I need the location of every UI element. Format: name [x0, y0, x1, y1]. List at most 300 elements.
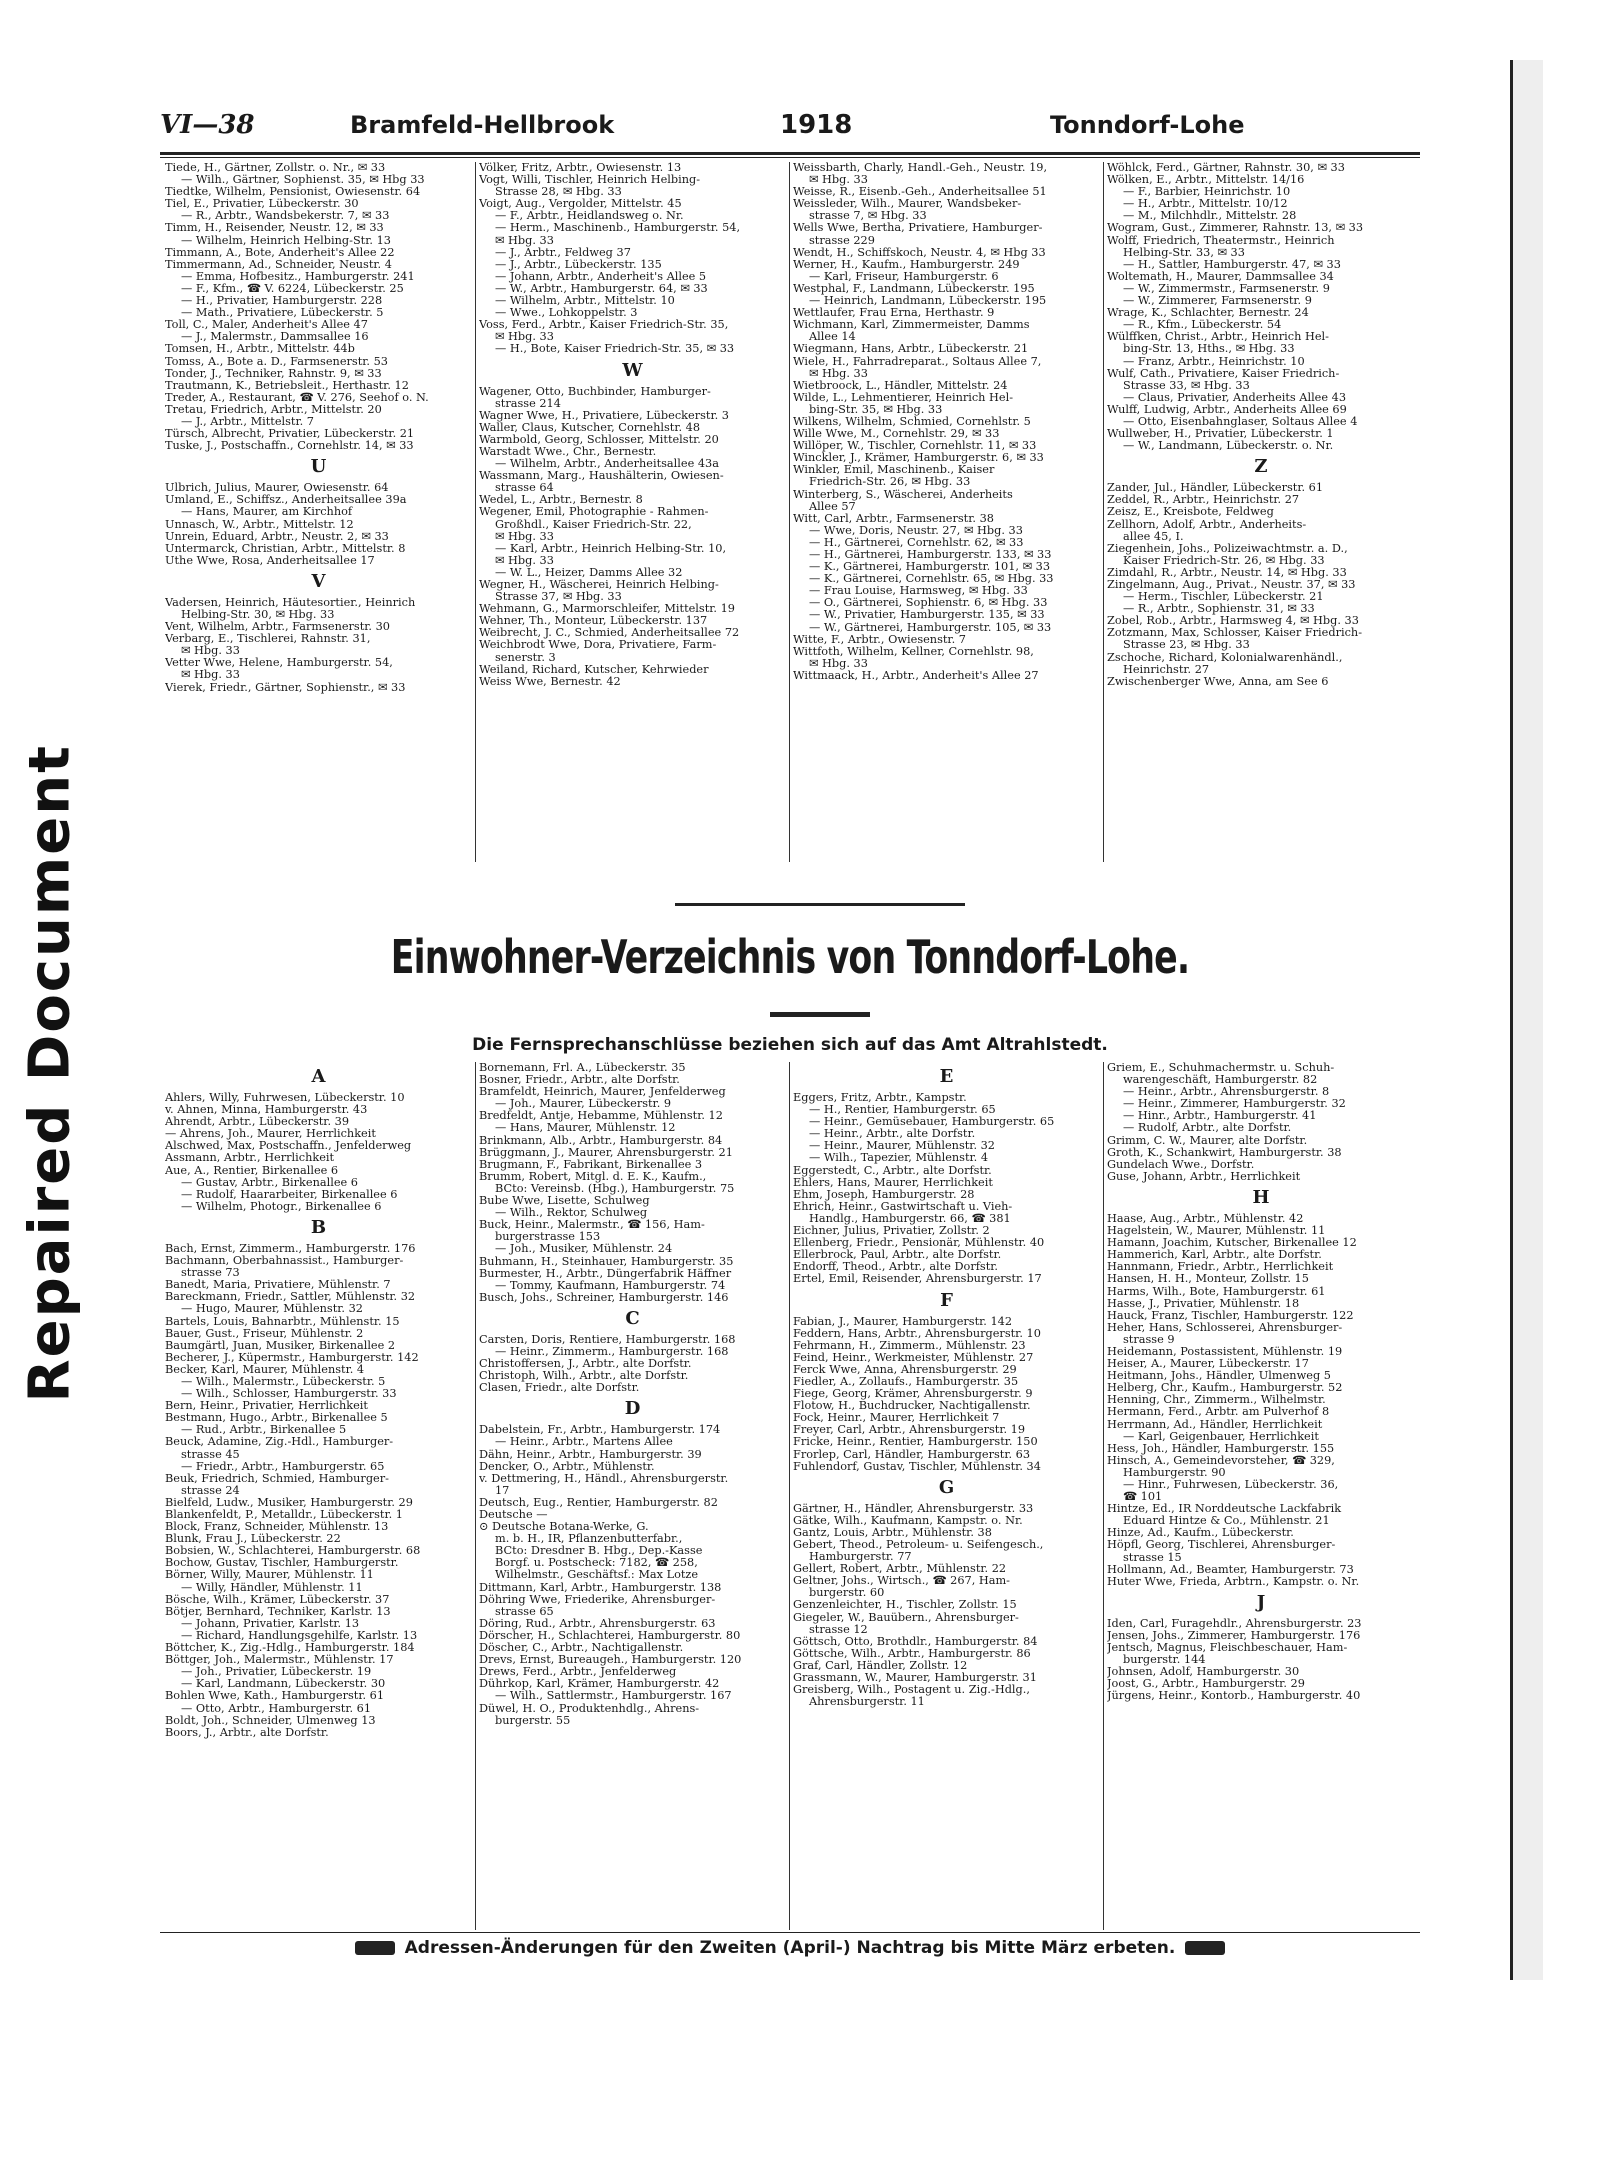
- directory-entry: — Hans, Maurer, Mühlenstr. 12: [495, 1122, 676, 1135]
- letter-heading: E: [939, 1066, 954, 1087]
- directory-entry: warengeschäft, Hamburgerstr. 82: [1123, 1074, 1318, 1087]
- subtitle: Die Fernsprechanschlüsse beziehen sich auf das Amt Altrahlstedt.: [472, 1035, 1108, 1055]
- directory-entry: Becker, Karl, Maurer, Mühlenstr. 4: [165, 1363, 365, 1376]
- directory-entry: — Wilhelm, Arbtr., Mittelstr. 10: [495, 295, 675, 308]
- directory-entry: Trautmann, K., Betriebsleit., Herthastr. 12: [165, 379, 409, 392]
- header-rule: [160, 152, 1420, 155]
- directory-entry: — Otto, Eisenbahnglaser, Soltaus Allee 4: [1123, 415, 1358, 428]
- directory-entry: Großhdl., Kaiser Friedrich-Str. 22,: [495, 518, 692, 531]
- directory-entry: Blankenfeldt, P., Metalldr., Lübeckerstr. 1: [165, 1509, 403, 1521]
- directory-entry: — F., Kfm., ☎ V. 6224, Lübeckerstr. 25: [181, 282, 404, 295]
- directory-entry: — Math., Privatiere, Lübeckerstr. 5: [181, 307, 384, 320]
- directory-entry: Hammerich, Karl, Arbtr., alte Dorfstr.: [1107, 1249, 1322, 1262]
- directory-entry: — Ahrens, Joh., Maurer, Herrlichkeit: [165, 1128, 376, 1141]
- directory-column: [476, 1062, 790, 1930]
- directory-entry: Hamburgerstr. 90: [1123, 1466, 1226, 1479]
- directory-entry: ☎ 101: [1123, 1491, 1163, 1504]
- directory-entry: Iden, Carl, Furagehdlr., Ahrensburgerstr. 23: [1107, 1617, 1362, 1630]
- directory-entry: Heidemann, Postassistent, Mühlenstr. 19: [1107, 1345, 1343, 1358]
- directory-entry: — Joh., Privatier, Lübeckerstr. 19: [181, 1666, 372, 1679]
- directory-entry: Freyer, Carl, Arbtr., Ahrensburgerstr. 19: [793, 1424, 1026, 1437]
- directory-entry: — R., Arbtr., Sophienstr. 31, ✉ 33: [1123, 603, 1315, 616]
- directory-entry: — H., Arbtr., Mittelstr. 10/12: [1123, 198, 1288, 211]
- directory-entry: Christoffersen, J., Arbtr., alte Dorfstr.: [479, 1358, 692, 1371]
- directory-entry: Fricke, Heinr., Rentier, Hamburgerstr. 150: [793, 1436, 1038, 1449]
- directory-entry: 17: [495, 1484, 510, 1497]
- pointing-hand-icon: [355, 1941, 395, 1955]
- directory-entry: Fabian, J., Maurer, Hamburgerstr. 142: [793, 1315, 1013, 1328]
- directory-entry: BCto: Dresdner B. Hbg., Dep.-Kasse: [495, 1545, 703, 1558]
- header-right-title: Tonndorf-Lohe: [1050, 111, 1245, 139]
- directory-entry: Tomss, A., Bote a. D., Farmsenerstr. 53: [165, 355, 388, 368]
- directory-entry: Gätke, Wilh., Kaufmann, Kampstr. o. Nr.: [793, 1514, 1023, 1527]
- directory-column: [476, 162, 790, 862]
- directory-entry: — Johann, Arbtr., Anderheit's Allee 5: [495, 270, 707, 283]
- directory-entry: — R., Kfm., Lübeckerstr. 54: [1123, 319, 1282, 332]
- pointing-hand-icon: [1185, 1941, 1225, 1955]
- directory-entry: Winkler, Emil, Maschinenb., Kaiser: [793, 464, 995, 477]
- directory-entry: — W., Landmann, Lübeckerstr. o. Nr.: [1123, 440, 1334, 453]
- directory-entry: Unnasch, W., Arbtr., Mittelstr. 12: [165, 518, 354, 531]
- directory-entry: Deutsch, Eug., Rentier, Hamburgerstr. 82: [479, 1496, 718, 1509]
- directory-entry: Hasse, J., Privatier, Mühlenstr. 18: [1107, 1297, 1300, 1310]
- directory-entry: Böttcher, K., Zig.-Hdlg., Hamburgerstr. 184: [165, 1642, 415, 1655]
- directory-entry: Heitmann, Johs., Händler, Ulmenweg 5: [1107, 1370, 1331, 1383]
- directory-entry: — M., Milchhdlr., Mittelstr. 28: [1123, 210, 1297, 223]
- directory-entry: Witt, Carl, Arbtr., Farmsenerstr. 38: [793, 512, 994, 525]
- directory-entry: Wulff, Ludwig, Arbtr., Anderheits Allee 69: [1107, 403, 1347, 416]
- directory-entry: Endorff, Theod., Arbtr., alte Dorfstr.: [793, 1261, 999, 1274]
- directory-entry: allee 45, I.: [1123, 530, 1184, 543]
- directory-entry: BCto: Vereinsb. (Hbg.), Hamburgerstr. 75: [495, 1182, 735, 1195]
- directory-entry: Gebert, Theod., Petroleum- u. Seifengesch.,: [793, 1539, 1044, 1551]
- directory-entry: strasse 73: [181, 1267, 240, 1280]
- directory-entry: Türsch, Albrecht, Privatier, Lübeckerstr. 21: [165, 428, 415, 441]
- directory-entry: Genzenleichter, H., Tischler, Zollstr. 15: [793, 1599, 1017, 1612]
- directory-entry: Weichbrodt Wwe, Dora, Privatiere, Farm-: [479, 639, 717, 652]
- directory-entry: Weisse, R., Eisenb.-Geh., Anderheitsallee 51: [793, 186, 1047, 199]
- directory-entry: Wagner Wwe, H., Privatiere, Lübeckerstr. 3: [479, 409, 729, 422]
- directory-entry: Flotow, H., Buchdrucker, Nachtigallenstr.: [793, 1400, 1031, 1413]
- header-year: 1918: [780, 110, 853, 140]
- directory-entry: — Heinr., Zimmerer, Hamburgerstr. 32: [1123, 1098, 1346, 1111]
- directory-entry: Bredfeldt, Antje, Hebamme, Mühlenstr. 12: [479, 1110, 723, 1123]
- directory-entry: Strasse 23, ✉ Hbg. 33: [1123, 639, 1250, 652]
- directory-entry: strasse 7, ✉ Hbg. 33: [809, 210, 927, 223]
- directory-entry: Herrmann, Ad., Händler, Herrlichkeit: [1107, 1418, 1323, 1431]
- directory-entry: — Karl, Geigenbauer, Herrlichkeit: [1123, 1430, 1319, 1443]
- directory-entry: Helbing-Str. 33, ✉ 33: [1123, 246, 1245, 259]
- directory-entry: Buck, Heinr., Malermstr., ☎ 156, Ham-: [479, 1219, 705, 1232]
- directory-entry: Strasse 37, ✉ Hbg. 33: [495, 591, 622, 604]
- directory-entry: Griem, E., Schuhmachermstr. u. Schuh-: [1107, 1062, 1335, 1074]
- directory-entry: Ulbrich, Julius, Maurer, Owiesenstr. 64: [165, 482, 389, 495]
- directory-entry: — H., Bote, Kaiser Friedrich-Str. 35, ✉ 33: [495, 343, 735, 356]
- directory-entry: Huter Wwe, Frieda, Arbtrn., Kampstr. o. Nr.: [1107, 1575, 1360, 1588]
- directory-entry: Untermarck, Christian, Arbtr., Mittelstr. 8: [165, 542, 406, 555]
- directory-entry: strasse 229: [809, 234, 875, 247]
- directory-entry: — Herm., Maschinenb., Hamburgerstr. 54,: [495, 222, 741, 235]
- directory-entry: Timmann, A., Bote, Anderheit's Allee 22: [165, 246, 395, 259]
- directory-entry: Wassmann, Marg., Haushälterin, Owiesen-: [479, 470, 724, 483]
- directory-entry: — Otto, Arbtr., Hamburgerstr. 61: [181, 1702, 372, 1715]
- directory-entry: strasse 12: [809, 1623, 868, 1636]
- directory-entry: — Hugo, Maurer, Mühlenstr. 32: [181, 1303, 363, 1316]
- directory-entry: m. b. H., IR, Pflanzenbutterfabr.,: [495, 1533, 683, 1546]
- directory-entry: Wietbroock, L., Händler, Mittelstr. 24: [793, 379, 1008, 392]
- directory-entry: strasse 9: [1123, 1333, 1175, 1346]
- directory-entry: Vadersen, Heinrich, Häutesortier., Heinrich: [165, 596, 416, 609]
- directory-entry: Beuck, Adamine, Zig.-Hdl., Hamburger-: [165, 1436, 394, 1449]
- directory-entry: Wolff, Friedrich, Theatermstr., Heinrich: [1107, 234, 1335, 247]
- directory-entry: strasse 64: [495, 482, 554, 495]
- directory-entry: Drevs, Ernst, Bureaugeh., Hamburgerstr. 120: [479, 1654, 742, 1667]
- directory-entry: Hamburgerstr. 77: [809, 1551, 912, 1564]
- directory-entry: Feind, Heinr., Werkmeister, Mühlenstr. 27: [793, 1351, 1034, 1364]
- directory-entry: Hollmann, Ad., Beamter, Hamburgerstr. 73: [1107, 1563, 1354, 1576]
- directory-entry: Grimm, C. W., Maurer, alte Dorfstr.: [1107, 1134, 1308, 1147]
- directory-entry: Eduard Hintze & Co., Mühlenstr. 21: [1123, 1515, 1330, 1528]
- directory-entry: Zingelmann, Aug., Privat., Neustr. 37, ✉ 33: [1107, 579, 1356, 591]
- directory-entry: Brüggmann, J., Maurer, Ahrensburgerstr. 21: [479, 1146, 733, 1159]
- footer-text: Adressen-Änderungen für den Zweiten (April-) Nachtrag bis Mitte März erbeten.: [404, 1938, 1176, 1958]
- directory-entry: — Wilh., Malermstr., Lübeckerstr. 5: [181, 1375, 386, 1388]
- footer-rule: [160, 1932, 1420, 1933]
- directory-entry: — Hans, Maurer, am Kirchhof: [181, 506, 353, 519]
- letter-heading: G: [938, 1476, 955, 1498]
- directory-entry: Zobel, Rob., Arbtr., Harmsweg 4, ✉ Hbg. 33: [1107, 615, 1359, 628]
- directory-entry: Zeddel, R., Arbtr., Heinrichstr. 27: [1107, 494, 1300, 507]
- directory-entry: Wöhlck, Ferd., Gärtner, Rahnstr. 30, ✉ 33: [1107, 162, 1345, 174]
- directory-entry: Blunk, Frau J., Lübeckerstr. 22: [165, 1533, 341, 1546]
- directory-entry: — Willy, Händler, Mühlenstr. 11: [181, 1581, 363, 1594]
- section-divider: [675, 903, 965, 906]
- directory-entry: Dittmann, Karl, Arbtr., Hamburgerstr. 138: [479, 1581, 722, 1594]
- side-label: Repaired Document: [17, 744, 83, 1403]
- directory-entry: — Wilh., Sattlermstr., Hamburgerstr. 167: [495, 1690, 732, 1703]
- directory-entry: Tuske, J., Postschaffn., Cornehlstr. 14, ✉ 33: [165, 440, 414, 453]
- directory-entry: Ziegenhein, Johs., Polizeiwachtmstr. a. D.,: [1107, 542, 1348, 555]
- scan-border: [1510, 60, 1543, 1980]
- directory-entry: — Heinr., Arbtr., Martens Allee: [495, 1436, 673, 1449]
- directory-entry: Helbing-Str. 30, ✉ Hbg. 33: [181, 609, 335, 621]
- directory-entry: Strasse 33, ✉ Hbg. 33: [1123, 379, 1250, 392]
- directory-entry: Joost, G., Arbtr., Hamburgerstr. 29: [1107, 1678, 1305, 1691]
- directory-entry: — Emma, Hofbesitz., Hamburgerstr. 241: [181, 270, 415, 283]
- letter-heading: F: [940, 1289, 953, 1311]
- letter-heading: D: [624, 1398, 641, 1420]
- directory-entry: Geltner, Johs., Wirtsch., ☎ 267, Ham-: [793, 1575, 1011, 1588]
- directory-entry: Göttsch, Otto, Brothdlr., Hamburgerstr. 84: [793, 1635, 1038, 1648]
- directory-entry: ✉ Hbg. 33: [495, 331, 554, 344]
- directory-entry: Clasen, Friedr., alte Dorfstr.: [479, 1382, 640, 1395]
- directory-entry: Tiedtke, Wilhelm, Pensionist, Owiesenstr. 64: [165, 186, 421, 199]
- directory-entry: — W., Arbtr., Hamburgerstr. 64, ✉ 33: [495, 282, 708, 295]
- directory-entry: Döhring Wwe, Friederike, Ahrensburger-: [479, 1593, 716, 1606]
- directory-entry: — Karl, Arbtr., Heinrich Helbing-Str. 10,: [495, 542, 727, 555]
- directory-entry: — H., Gärtnerei, Cornehlstr. 62, ✉ 33: [809, 536, 1024, 549]
- directory-entry: Bielfeld, Ludw., Musiker, Hamburgerstr. 29: [165, 1496, 413, 1509]
- directory-entry: Hintze, Ed., IR Norddeutsche Lackfabrik: [1107, 1503, 1342, 1516]
- directory-entry: Ahrensburgerstr. 11: [809, 1696, 925, 1709]
- directory-entry: — K., Gärtnerei, Hamburgerstr. 101, ✉ 33: [809, 561, 1051, 574]
- directory-entry: strasse 45: [181, 1448, 240, 1461]
- directory-entry: — Gustav, Arbtr., Birkenallee 6: [181, 1176, 358, 1189]
- directory-entry: Warmbold, Georg, Schlosser, Mittelstr. 20: [479, 433, 719, 446]
- directory-entry: — Heinr., Arbtr., Ahrensburgerstr. 8: [1123, 1086, 1330, 1099]
- letter-heading: V: [311, 570, 326, 592]
- directory-entry: Wilde, L., Lehmentierer, Heinrich Hel-: [793, 391, 1014, 404]
- directory-entry: Eggers, Fritz, Arbtr., Kampstr.: [793, 1092, 967, 1104]
- letter-heading: B: [310, 1216, 327, 1238]
- directory-entry: Wulf, Cath., Privatiere, Kaiser Friedrich-: [1107, 367, 1340, 380]
- directory-entry: — Joh., Musiker, Mühlenstr. 24: [495, 1243, 673, 1256]
- directory-entry: Wogram, Gust., Zimmerer, Rahnstr. 13, ✉ 33: [1107, 222, 1364, 235]
- directory-entry: ✉ Hbg. 33: [809, 367, 868, 380]
- directory-entry: Witte, F., Arbtr., Owiesenstr. 7: [793, 633, 966, 646]
- directory-entry: — W., Zimmerer, Farmsenerstr. 9: [1123, 295, 1312, 308]
- directory-entry: Assmann, Arbtr., Herrlichkeit: [165, 1152, 335, 1165]
- directory-entry: Gundelach Wwe., Dorfstr.: [1107, 1158, 1255, 1171]
- directory-entry: Bern, Heinr., Privatier, Herrlichkeit: [165, 1400, 368, 1413]
- directory-entry: — Joh., Maurer, Lübeckerstr. 9: [495, 1098, 672, 1111]
- directory-entry: Bochow, Gustav, Tischler, Hamburgerstr.: [165, 1557, 399, 1570]
- directory-entry: strasse 15: [1123, 1551, 1182, 1564]
- directory-entry: strasse 24: [181, 1484, 240, 1497]
- directory-entry: Brinkmann, Alb., Arbtr., Hamburgerstr. 84: [479, 1134, 723, 1147]
- directory-entry: Wagener, Otto, Buchbinder, Hamburger-: [479, 385, 711, 398]
- directory-entry: Beuk, Friedrich, Schmied, Hamburger-: [165, 1472, 389, 1485]
- directory-entry: Tretau, Friedrich, Arbtr., Mittelstr. 20: [165, 403, 382, 416]
- directory-entry: Bornemann, Frl. A., Lübeckerstr. 35: [479, 1062, 686, 1074]
- directory-entry: Guse, Johann, Arbtr., Herrlichkeit: [1107, 1170, 1301, 1183]
- top-columns: [162, 162, 1420, 862]
- directory-entry: Grassmann, W., Maurer, Hamburgerstr. 31: [793, 1672, 1037, 1685]
- directory-entry: Waller, Claus, Kutscher, Cornehlstr. 48: [479, 421, 701, 434]
- directory-entry: Wölken, E., Arbtr., Mittelstr. 14/16: [1107, 174, 1305, 187]
- directory-entry: Ellerbrock, Paul, Arbtr., alte Dorfstr.: [793, 1249, 1002, 1262]
- directory-entry: Hauck, Franz, Tischler, Hamburgerstr. 122: [1107, 1309, 1354, 1322]
- directory-entry: — Rudolf, Arbtr., alte Dorfstr.: [1123, 1122, 1292, 1135]
- directory-entry: Dähn, Heinr., Arbtr., Hamburgerstr. 39: [479, 1448, 702, 1461]
- directory-entry: Block, Franz, Schneider, Mühlenstr. 13: [165, 1521, 389, 1534]
- directory-entry: v. Dettmering, H., Händl., Ahrensburgerstr.: [479, 1472, 729, 1485]
- directory-entry: Wülffken, Christ., Arbtr., Heinrich Hel-: [1107, 331, 1329, 344]
- directory-entry: Ehlers, Hans, Maurer, Herrlichkeit: [793, 1176, 993, 1189]
- directory-entry: Bartels, Louis, Bahnarbtr., Mühlenstr. 15: [165, 1315, 400, 1328]
- directory-entry: Dabelstein, Fr., Arbtr., Hamburgerstr. 174: [479, 1424, 721, 1437]
- directory-entry: Boors, J., Arbtr., alte Dorfstr.: [165, 1726, 329, 1739]
- directory-entry: — Heinr., Arbtr., alte Dorfstr.: [809, 1128, 976, 1141]
- directory-entry: Woltemath, H., Maurer, Dammsallee 34: [1107, 270, 1334, 283]
- directory-entry: Göttsche, Wilh., Arbtr., Hamburgerstr. 86: [793, 1647, 1031, 1660]
- directory-entry: Fock, Heinr., Maurer, Herrlichkeit 7: [793, 1412, 1000, 1425]
- directory-entry: Feddern, Hans, Arbtr., Ahrensburgerstr. 10: [793, 1327, 1041, 1340]
- directory-entry: Döscher, C., Arbtr., Nachtigallenstr.: [479, 1642, 684, 1655]
- directory-entry: Busch, Johs., Schreiner, Hamburgerstr. 146: [479, 1291, 729, 1304]
- directory-entry: Strasse 28, ✉ Hbg. 33: [495, 186, 622, 199]
- directory-entry: bing-Str. 13, Hths., ✉ Hbg. 33: [1123, 343, 1295, 356]
- directory-entry: — Wwe., Lohkoppelstr. 3: [495, 307, 638, 320]
- directory-entry: Ehm, Joseph, Hamburgerstr. 28: [793, 1188, 975, 1201]
- directory-entry: Bauer, Gust., Friseur, Mühlenstr. 2: [165, 1327, 364, 1340]
- directory-entry: Fiedler, A., Zollaufs., Hamburgerstr. 35: [793, 1375, 1019, 1388]
- letter-heading: Z: [1254, 456, 1268, 478]
- directory-entry: Dencker, O., Arbtr., Mühlenstr.: [479, 1460, 655, 1473]
- directory-entry: ✉ Hbg. 33: [495, 234, 554, 247]
- directory-column: [1104, 1062, 1418, 1930]
- directory-entry: Gellert, Robert, Arbtr., Mühlenstr. 22: [793, 1563, 1007, 1576]
- directory-entry: Weissleder, Wilh., Maurer, Wandsbeker-: [793, 198, 1022, 211]
- directory-entry: — Heinr., Zimmerm., Hamburgerstr. 168: [495, 1345, 729, 1358]
- directory-column: [790, 1062, 1104, 1930]
- directory-entry: Wells Wwe, Bertha, Privatiere, Hamburger-: [793, 222, 1043, 235]
- directory-entry: Ehrich, Heinr., Gastwirtschaft u. Vieh-: [793, 1200, 1013, 1213]
- directory-entry: Wendt, H., Schiffskoch, Neustr. 4, ✉ Hbg 33: [793, 246, 1046, 259]
- directory-entry: Hamann, Joachim, Kutscher, Birkenallee 12: [1107, 1237, 1357, 1250]
- header-left-title: Bramfeld-Hellbrook: [350, 111, 615, 139]
- directory-entry: — Wilh., Tapezier, Mühlenstr. 4: [809, 1152, 989, 1165]
- directory-entry: Böttger, Joh., Malermstr., Mühlenstr. 17: [165, 1654, 394, 1667]
- directory-entry: Gärtner, H., Händler, Ahrensburgerstr. 33: [793, 1502, 1034, 1515]
- directory-entry: Ahlers, Willy, Fuhrwesen, Lübeckerstr. 10: [165, 1092, 405, 1104]
- page-header: [160, 110, 1420, 150]
- directory-entry: Bosner, Friedr., Arbtr., alte Dorfstr.: [479, 1074, 680, 1087]
- directory-entry: Buhmann, H., Steinhauer, Hamburgerstr. 35: [479, 1255, 734, 1268]
- directory-entry: Wiele, H., Fahrradreparat., Soltaus Allee 7,: [793, 355, 1042, 368]
- directory-entry: Fuhlendorf, Gustav, Tischler, Mühlenstr. 34: [793, 1460, 1041, 1473]
- directory-entry: Bestmann, Hugo., Arbtr., Birkenallee 5: [165, 1412, 388, 1425]
- directory-entry: Jürgens, Heinr., Kontorb., Hamburgerstr. 40: [1107, 1690, 1361, 1703]
- directory-entry: Friedrich-Str. 26, ✉ Hbg. 33: [809, 476, 971, 489]
- directory-entry: — F., Arbtr., Heidlandsweg o. Nr.: [495, 210, 684, 223]
- directory-entry: Werner, H., Kaufm., Hamburgerstr. 249: [793, 258, 1020, 271]
- directory-entry: Burmester, H., Arbtr., Düngerfabrik Häffner: [479, 1267, 732, 1280]
- directory-entry: Brugmann, F., Fabrikant, Birkenallee 3: [479, 1158, 703, 1171]
- directory-entry: — Karl, Landmann, Lübeckerstr. 30: [181, 1678, 386, 1691]
- directory-entry: Dührkop, Karl, Krämer, Hamburgerstr. 42: [479, 1678, 720, 1691]
- directory-entry: Weiland, Richard, Kutscher, Kehrwieder: [479, 663, 709, 676]
- directory-entry: Wegner, H., Wäscherei, Heinrich Helbing-: [479, 579, 719, 591]
- directory-entry: Wehmann, G., Marmorschleifer, Mittelstr. 19: [479, 603, 735, 616]
- directory-entry: Kaiser Friedrich-Str. 26, ✉ Hbg. 33: [1123, 554, 1325, 567]
- directory-entry: — W., Privatier, Hamburgerstr. 135, ✉ 33: [809, 609, 1045, 622]
- directory-entry: Fehrmann, H., Zimmerm., Mühlenstr. 23: [793, 1339, 1026, 1352]
- directory-entry: burgerstr. 60: [809, 1587, 885, 1600]
- directory-entry: — W., Zimmermstr., Farmsenerstr. 9: [1123, 282, 1330, 295]
- directory-entry: — Heinrich, Landmann, Lübeckerstr. 195: [809, 295, 1047, 308]
- directory-entry: Vogt, Willi, Tischler, Heinrich Helbing-: [479, 174, 701, 187]
- directory-entry: — Herm., Tischler, Lübeckerstr. 21: [1123, 591, 1324, 604]
- directory-entry: Völker, Fritz, Arbtr., Owiesenstr. 13: [479, 162, 682, 174]
- directory-entry: Bachmann, Oberbahnassist., Hamburger-: [165, 1255, 404, 1268]
- directory-entry: Hagelstein, W., Maurer, Mühlenstr. 11: [1107, 1225, 1326, 1238]
- directory-entry: Zellhorn, Adolf, Arbtr., Anderheits-: [1107, 518, 1307, 531]
- directory-entry: Hansen, H. H., Monteur, Zollstr. 15: [1107, 1273, 1309, 1286]
- directory-entry: Bach, Ernst, Zimmerm., Hamburgerstr. 176: [165, 1242, 416, 1255]
- directory-entry: Johnsen, Adolf, Hamburgerstr. 30: [1107, 1666, 1300, 1679]
- letter-heading: W: [622, 359, 643, 381]
- directory-entry: Bösche, Wilh., Krämer, Lübeckerstr. 37: [165, 1593, 390, 1606]
- directory-entry: Wittmaack, H., Arbtr., Anderheit's Allee 27: [793, 669, 1039, 682]
- directory-entry: burgerstr. 144: [1123, 1654, 1206, 1667]
- directory-entry: Warstadt Wwe., Chr., Bernestr.: [479, 445, 657, 458]
- directory-entry: Bötjer, Bernhard, Techniker, Karlstr. 13: [165, 1605, 391, 1618]
- directory-entry: — Wilhelm, Arbtr., Anderheitsallee 43a: [495, 458, 719, 471]
- directory-entry: — H., Rentier, Hamburgerstr. 65: [809, 1104, 996, 1117]
- directory-entry: — Wilhelm, Photogr., Birkenallee 6: [181, 1200, 382, 1213]
- directory-entry: — Heinr., Maurer, Mühlenstr. 32: [809, 1140, 995, 1153]
- directory-entry: — Wilh., Rektor, Schulweg: [495, 1207, 648, 1220]
- directory-entry: Deutsche —: [479, 1509, 548, 1521]
- directory-entry: Vent, Wilhelm, Arbtr., Farmsenerstr. 30: [165, 621, 390, 634]
- directory-column: [162, 1062, 476, 1930]
- directory-entry: Groth, K., Schankwirt, Hamburgerstr. 38: [1107, 1146, 1342, 1159]
- directory-entry: ✉ Hbg. 33: [181, 645, 240, 658]
- directory-entry: ⊙ Deutsche Botana-Werke, G.: [479, 1521, 649, 1534]
- directory-entry: Bobsien, W., Schlachterei, Hamburgerstr. 68: [165, 1545, 421, 1558]
- directory-entry: — J., Malermstr., Dammsallee 16: [181, 331, 369, 344]
- directory-entry: Ertel, Emil, Reisender, Ahrensburgerstr. 17: [793, 1273, 1042, 1286]
- directory-entry: Wegener, Emil, Photographie - Rahmen-: [479, 506, 709, 519]
- directory-entry: Christoph, Wilh., Arbtr., alte Dorfstr.: [479, 1370, 689, 1383]
- page-number: VI—38: [160, 110, 255, 140]
- directory-entry: Westphal, F., Landmann, Lübeckerstr. 195: [793, 282, 1035, 295]
- directory-entry: — H., Privatier, Hamburgerstr. 228: [181, 295, 383, 308]
- directory-entry: Verbarg, E., Tischlerei, Rahnstr. 31,: [165, 633, 371, 646]
- directory-entry: Helberg, Chr., Kaufm., Hamburgerstr. 52: [1107, 1382, 1343, 1395]
- directory-entry: — O., Gärtnerei, Sophienstr. 6, ✉ Hbg. 33: [809, 597, 1048, 610]
- directory-entry: Hinsch, A., Gemeindevorsteher, ☎ 329,: [1107, 1454, 1335, 1467]
- directory-entry: Aue, A., Rentier, Birkenallee 6: [165, 1164, 339, 1177]
- directory-entry: — K., Gärtnerei, Cornehlstr. 65, ✉ Hbg. 33: [809, 573, 1054, 586]
- directory-entry: — Hinr., Arbtr., Hamburgerstr. 41: [1123, 1110, 1317, 1123]
- directory-entry: Heiser, A., Maurer, Lübeckerstr. 17: [1107, 1358, 1309, 1371]
- footer: [160, 1938, 1420, 1958]
- directory-entry: — Claus, Privatier, Anderheits Allee 43: [1123, 391, 1347, 404]
- directory-entry: Tiel, E., Privatier, Lübeckerstr. 30: [165, 198, 359, 211]
- directory-entry: Treder, A., Restaurant, ☎ V. 276, Seehof o. N.: [165, 391, 429, 404]
- directory-entry: Bohlen Wwe, Kath., Hamburgerstr. 61: [165, 1690, 385, 1703]
- directory-entry: — H., Gärtnerei, Hamburgerstr. 133, ✉ 33: [809, 549, 1052, 561]
- directory-entry: Zschoche, Richard, Kolonialwarenhändl.,: [1107, 651, 1343, 664]
- directory-entry: — W. L., Heizer, Damms Allee 32: [495, 566, 683, 579]
- directory-entry: Baumgärtl, Juan, Musiker, Birkenallee 2: [165, 1339, 396, 1352]
- directory-entry: Hermann, Ferd., Arbtr. am Pulverhof 8: [1107, 1406, 1330, 1419]
- directory-entry: — J., Arbtr., Lübeckerstr. 135: [495, 258, 662, 271]
- directory-entry: Bube Wwe, Lisette, Schulweg: [479, 1195, 650, 1208]
- directory-entry: strasse 65: [495, 1605, 554, 1618]
- directory-entry: Becherer, J., Küpermstr., Hamburgerstr. 142: [165, 1351, 419, 1364]
- directory-entry: Wettlaufer, Frau Erna, Herthastr. 9: [793, 307, 995, 320]
- directory-entry: Gantz, Louis, Arbtr., Mühlenstr. 38: [793, 1526, 992, 1539]
- directory-entry: Henning, Chr., Zimmerm., Wilhelmstr.: [1107, 1394, 1326, 1407]
- directory-column: [790, 162, 1104, 862]
- directory-entry: ✉ Hbg. 33: [495, 554, 554, 567]
- directory-entry: Tiede, H., Gärtner, Zollstr. o. Nr., ✉ 33: [165, 162, 386, 174]
- directory-entry: Höpfl, Georg, Tischlerei, Ahrensburger-: [1107, 1539, 1336, 1552]
- letter-heading: C: [625, 1307, 640, 1329]
- directory-entry: — Franz, Arbtr., Heinrichstr. 10: [1123, 355, 1305, 368]
- directory-entry: Eichner, Julius, Privatier, Zollstr. 2: [793, 1225, 990, 1238]
- directory-entry: burgerstr. 55: [495, 1714, 571, 1727]
- directory-entry: Zwischenberger Wwe, Anna, am See 6: [1107, 675, 1329, 688]
- directory-entry: Düwel, H. O., Produktenhdlg., Ahrens-: [479, 1702, 700, 1715]
- directory-entry: Jensen, Johs., Zimmerer, Hamburgerstr. 176: [1107, 1629, 1361, 1642]
- directory-entry: Wedel, L., Arbtr., Bernestr. 8: [479, 494, 643, 507]
- bottom-columns: [162, 1062, 1420, 1930]
- directory-entry: — J., Arbtr., Mittelstr. 7: [181, 415, 314, 428]
